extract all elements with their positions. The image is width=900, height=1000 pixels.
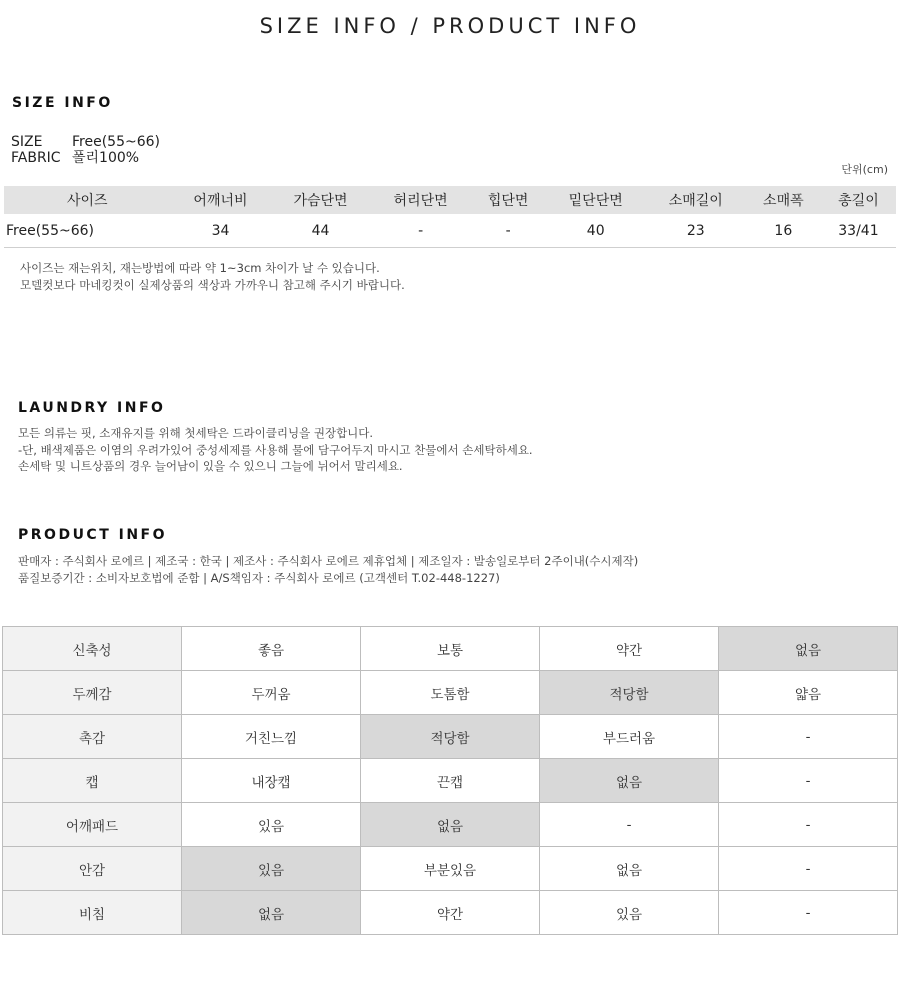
spec-option-selected: 없음 (361, 803, 540, 847)
column-header: 가슴단면 (271, 186, 371, 214)
spec-option: 있음 (540, 891, 719, 935)
spec-option: - (719, 759, 898, 803)
spec-option: - (719, 891, 898, 935)
product-info-heading: PRODUCT INFO (18, 527, 168, 543)
spec-row (3, 759, 898, 803)
spec-row-label: 안감 (3, 847, 182, 891)
spec-row-label: 촉감 (3, 715, 182, 759)
spec-row (3, 715, 898, 759)
column-header: 소매길이 (646, 186, 746, 214)
fabric-value: 폴리100% (72, 150, 140, 166)
spec-row (3, 847, 898, 891)
table-cell: 16 (746, 214, 821, 248)
size-info-heading: SIZE INFO (12, 95, 113, 111)
spec-option-selected: 적당함 (540, 671, 719, 715)
table-cell: Free(55~66) (4, 214, 170, 248)
spec-option: 거친느낌 (182, 715, 361, 759)
spec-option-selected: 없음 (182, 891, 361, 935)
spec-option-selected: 없음 (719, 627, 898, 671)
spec-option: 좋음 (182, 627, 361, 671)
spec-option: 끈캡 (361, 759, 540, 803)
spec-option-selected: 적당함 (361, 715, 540, 759)
size-table-header-row (4, 186, 896, 214)
size-table (4, 186, 896, 248)
page-title: SIZE INFO / PRODUCT INFO (259, 14, 641, 38)
spec-row-label: 두께감 (3, 671, 182, 715)
column-header: 힙단면 (471, 186, 546, 214)
spec-option: 얇음 (719, 671, 898, 715)
laundry-line: -단, 배색제품은 이염의 우려가있어 중성세제를 사용해 물에 담구어두지 마시고 찬물에서 손세탁하세요. (18, 442, 533, 457)
size-fabric-block (11, 134, 160, 166)
spec-option: 있음 (182, 803, 361, 847)
spec-option: 부분있음 (361, 847, 540, 891)
fabric-label: FABRIC (11, 150, 61, 166)
column-header: 소매폭 (746, 186, 821, 214)
spec-option-selected: 있음 (182, 847, 361, 891)
spec-row (3, 671, 898, 715)
column-header: 허리단면 (371, 186, 471, 214)
table-row (4, 214, 896, 248)
spec-option: - (540, 803, 719, 847)
table-cell: 23 (646, 214, 746, 248)
laundry-notes (18, 425, 533, 475)
column-header: 총길이 (821, 186, 896, 214)
spec-option-selected: 없음 (540, 759, 719, 803)
product-line: 품질보증기간 : 소비자보호법에 준함 | A/S책임자 : 주식회사 로에르 (고객센터 T.02-448-1227) (18, 570, 500, 585)
table-cell: 33/41 (821, 214, 896, 248)
spec-option: 두꺼움 (182, 671, 361, 715)
spec-row-label: 캡 (3, 759, 182, 803)
table-cell: - (471, 214, 546, 248)
spec-row (3, 627, 898, 671)
spec-row-label: 어깨패드 (3, 803, 182, 847)
spec-row (3, 803, 898, 847)
spec-row (3, 891, 898, 935)
table-cell: 40 (546, 214, 646, 248)
spec-option: 내장캡 (182, 759, 361, 803)
spec-row-label: 신축성 (3, 627, 182, 671)
unit-note: 단위(cm) (841, 163, 888, 176)
spec-row-label: 비침 (3, 891, 182, 935)
column-header: 어깨너비 (170, 186, 270, 214)
column-header: 밑단단면 (546, 186, 646, 214)
size-label: SIZE (11, 134, 43, 150)
table-cell: 44 (271, 214, 371, 248)
spec-option: - (719, 715, 898, 759)
product-notes (18, 553, 638, 586)
size-note-line: 사이즈는 재는위치, 재는방법에 따라 약 1~3cm 차이가 날 수 있습니다. (20, 261, 380, 275)
spec-option: 없음 (540, 847, 719, 891)
spec-option: - (719, 803, 898, 847)
table-cell: 34 (170, 214, 270, 248)
spec-option: 도톰함 (361, 671, 540, 715)
size-value: Free(55~66) (72, 134, 160, 150)
laundry-line: 손세탁 및 니트상품의 경우 늘어남이 있을 수 있으니 그늘에 뉘어서 말리세요. (18, 459, 403, 473)
product-line: 판매자 : 주식회사 로에르 | 제조국 : 한국 | 제조사 : 주식회사 로에르 제휴업체 | 제조일자 : 발송일로부터 2주이내(수시제작) (18, 554, 639, 568)
spec-option: 보통 (361, 627, 540, 671)
fabric-row (11, 150, 160, 166)
laundry-info-heading: LAUNDRY INFO (18, 400, 166, 416)
size-row (11, 134, 160, 150)
size-note-line: 모델컷보다 마네킹컷이 실제상품의 색상과 가까우니 참고해 주시기 바랍니다. (20, 277, 405, 292)
spec-option: 약간 (361, 891, 540, 935)
column-header: 사이즈 (4, 186, 170, 214)
spec-option: 부드러움 (540, 715, 719, 759)
table-cell: - (371, 214, 471, 248)
spec-option: 약간 (540, 627, 719, 671)
spec-option: - (719, 847, 898, 891)
size-notes (20, 260, 405, 293)
laundry-line: 모든 의류는 핏, 소재유지를 위해 첫세탁은 드라이클리닝을 권장합니다. (18, 426, 374, 440)
fabric-spec-grid (2, 626, 898, 935)
